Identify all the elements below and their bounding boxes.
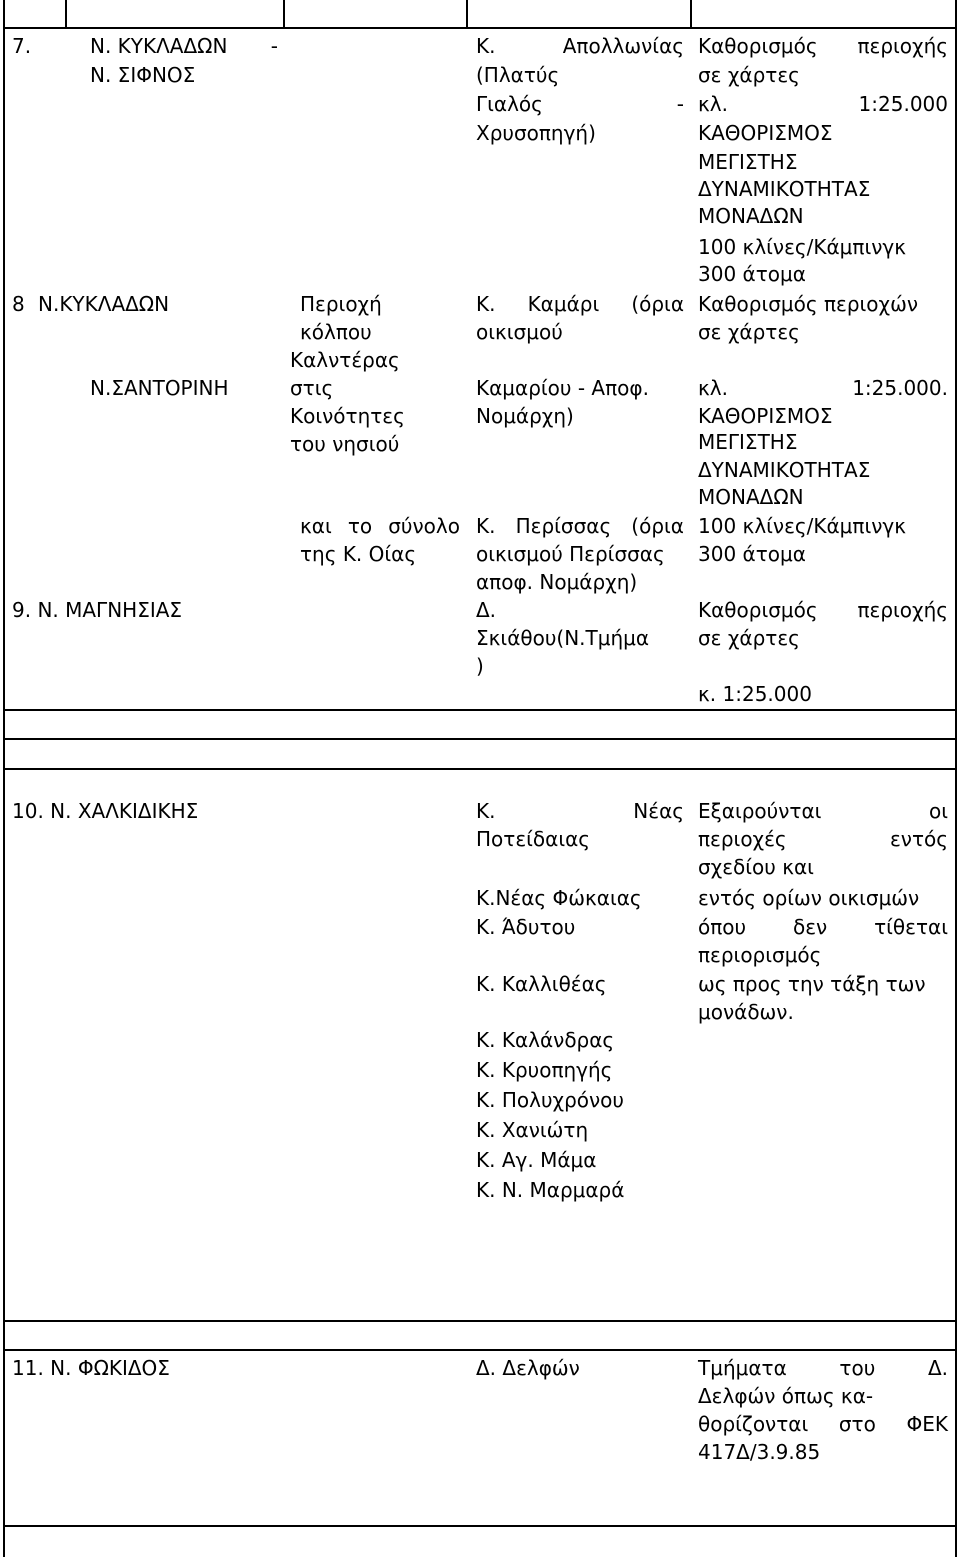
- spec-cell: Τμήματα του Δ.: [698, 1356, 948, 1380]
- spec-cell: 300 άτομα: [698, 262, 806, 286]
- region-cell: Ν.ΚΥΚΛΑΔΩΝ: [38, 292, 170, 316]
- area-cell: Κ. Απολλωνίας: [476, 34, 684, 58]
- area-cell: οικισμού Περίσσας: [476, 542, 665, 566]
- area-cell: Ποτείδαιας: [476, 827, 591, 851]
- area-cell: Κ. Νέας: [476, 799, 684, 823]
- row-number: 8: [12, 292, 25, 316]
- description-cell: Κοινότητες: [290, 404, 405, 428]
- table-border-left: [3, 0, 5, 1557]
- description-cell: και το σύνολο: [300, 514, 460, 538]
- spec-cell: σε χάρτες: [698, 626, 800, 650]
- row-divider: [3, 1349, 957, 1351]
- spec-cell: ΚΑΘΟΡΙΣΜΟΣ: [698, 404, 833, 428]
- description-cell: Περιοχή: [300, 292, 382, 316]
- area-cell: Δ.: [476, 598, 497, 622]
- spec-cell: σε χάρτες: [698, 63, 800, 87]
- spec-cell: κλ. 1:25.000: [698, 92, 948, 116]
- spec-cell: Καθορισμός περιοχής: [698, 598, 948, 622]
- area-cell: Κ. Χανιώτη: [476, 1118, 589, 1142]
- row-divider: [3, 1525, 957, 1527]
- spec-cell: Καθορισμός περιοχών: [698, 292, 918, 316]
- area-cell: Νομάρχη): [476, 404, 574, 428]
- spec-cell: 300 άτομα: [698, 542, 806, 566]
- region-cell: Ν. ΣΙΦΝΟΣ: [90, 63, 196, 87]
- row-divider: [3, 1320, 957, 1322]
- description-cell: Καλντέρας: [290, 348, 400, 372]
- area-cell: ): [476, 654, 484, 678]
- spec-cell: κ. 1:25.000: [698, 682, 812, 706]
- spec-cell: μονάδων.: [698, 1000, 794, 1024]
- spec-cell: Δελφών όπως κα-: [698, 1384, 874, 1408]
- table-border-right: [955, 0, 957, 1557]
- spec-cell: ΜΕΓΙΣΤΗΣ: [698, 430, 798, 454]
- spec-cell: ΔΥΝΑΜΙΚΟΤΗΤΑΣ: [698, 177, 871, 201]
- row-divider: [3, 709, 957, 711]
- spec-cell: εντός ορίων οικισμών: [698, 886, 920, 910]
- spec-cell: Καθορισμός περιοχής: [698, 34, 948, 58]
- spec-cell: κλ. 1:25.000.: [698, 376, 948, 400]
- column-divider-1: [65, 0, 67, 27]
- area-cell: Κ. Άδυτου: [476, 915, 576, 939]
- row-divider: [3, 738, 957, 740]
- spec-cell: περιορισμός: [698, 943, 822, 967]
- spec-cell: περιοχές εντός: [698, 827, 948, 851]
- spec-cell: ΜΟΝΑΔΩΝ: [698, 204, 804, 228]
- spec-cell: 100 κλίνες/Κάμπινγκ: [698, 514, 907, 538]
- area-cell: Κ. Καμάρι (όρια: [476, 292, 684, 316]
- spec-cell: 100 κλίνες/Κάμπινγκ: [698, 235, 907, 259]
- spec-cell: ως προς την τάξη των: [698, 972, 926, 996]
- description-cell: κόλπου: [300, 320, 372, 344]
- row-number: 7.: [12, 34, 32, 58]
- area-cell: Κ. Αγ. Μάμα: [476, 1148, 597, 1172]
- spec-cell: ΜΕΓΙΣΤΗΣ: [698, 150, 798, 174]
- area-cell: Γιαλός -: [476, 92, 684, 116]
- area-cell: αποφ. Νομάρχη): [476, 570, 638, 594]
- description-cell: της Κ. Οίας: [300, 542, 417, 566]
- area-cell: Κ. Καλάνδρας: [476, 1028, 615, 1052]
- area-cell: Κ.Νέας Φώκαιας: [476, 886, 642, 910]
- spec-cell: θορίζονται στο ΦΕΚ: [698, 1412, 948, 1436]
- region-cell: Ν.ΣΑΝΤΟΡΙΝΗ: [90, 376, 229, 400]
- spec-cell: ΔΥΝΑΜΙΚΟΤΗΤΑΣ: [698, 458, 871, 482]
- region-cell: 11. Ν. ΦΩΚΙΔΟΣ: [12, 1356, 170, 1380]
- area-cell: Κ. Πολυχρόνου: [476, 1088, 624, 1112]
- area-cell: Δ. Δελφών: [476, 1356, 580, 1380]
- area-cell: Κ. Ν. Μαρμαρά: [476, 1178, 625, 1202]
- area-cell: Σκιάθου(Ν.Τμήμα: [476, 626, 650, 650]
- region-cell: 9. Ν. ΜΑΓΝΗΣΙΑΣ: [12, 598, 183, 622]
- row-divider: [3, 27, 957, 29]
- spec-cell: όπου δεν τίθεται: [698, 915, 948, 939]
- area-cell: (Πλατύς: [476, 63, 560, 87]
- spec-cell: 417Δ/3.9.85: [698, 1440, 821, 1464]
- column-divider-4: [690, 0, 692, 27]
- column-divider-3: [466, 0, 468, 27]
- row-divider: [3, 768, 957, 770]
- spec-cell: ΚΑΘΟΡΙΣΜΟΣ: [698, 121, 833, 145]
- description-cell: στις: [290, 376, 334, 400]
- spec-cell: Εξαιρούνται οι: [698, 799, 948, 823]
- region-cell: 10. Ν. ΧΑΛΚΙΔΙΚΗΣ: [12, 799, 199, 823]
- area-cell: Χρυσοπηγή): [476, 121, 596, 145]
- spec-cell: σε χάρτες: [698, 320, 800, 344]
- description-cell: του νησιού: [290, 432, 400, 456]
- region-cell: Ν. ΚΥΚΛΑΔΩΝ -: [90, 34, 278, 58]
- area-cell: οικισμού: [476, 320, 563, 344]
- area-cell: Κ. Περίσσας (όρια: [476, 514, 684, 538]
- area-cell: Κ. Καλλιθέας: [476, 972, 607, 996]
- spec-cell: ΜΟΝΑΔΩΝ: [698, 485, 804, 509]
- area-cell: Κ. Κρυοπηγής: [476, 1058, 613, 1082]
- area-cell: Καμαρίου - Αποφ.: [476, 376, 649, 400]
- column-divider-2: [283, 0, 285, 27]
- spec-cell: σχεδίου και: [698, 855, 814, 879]
